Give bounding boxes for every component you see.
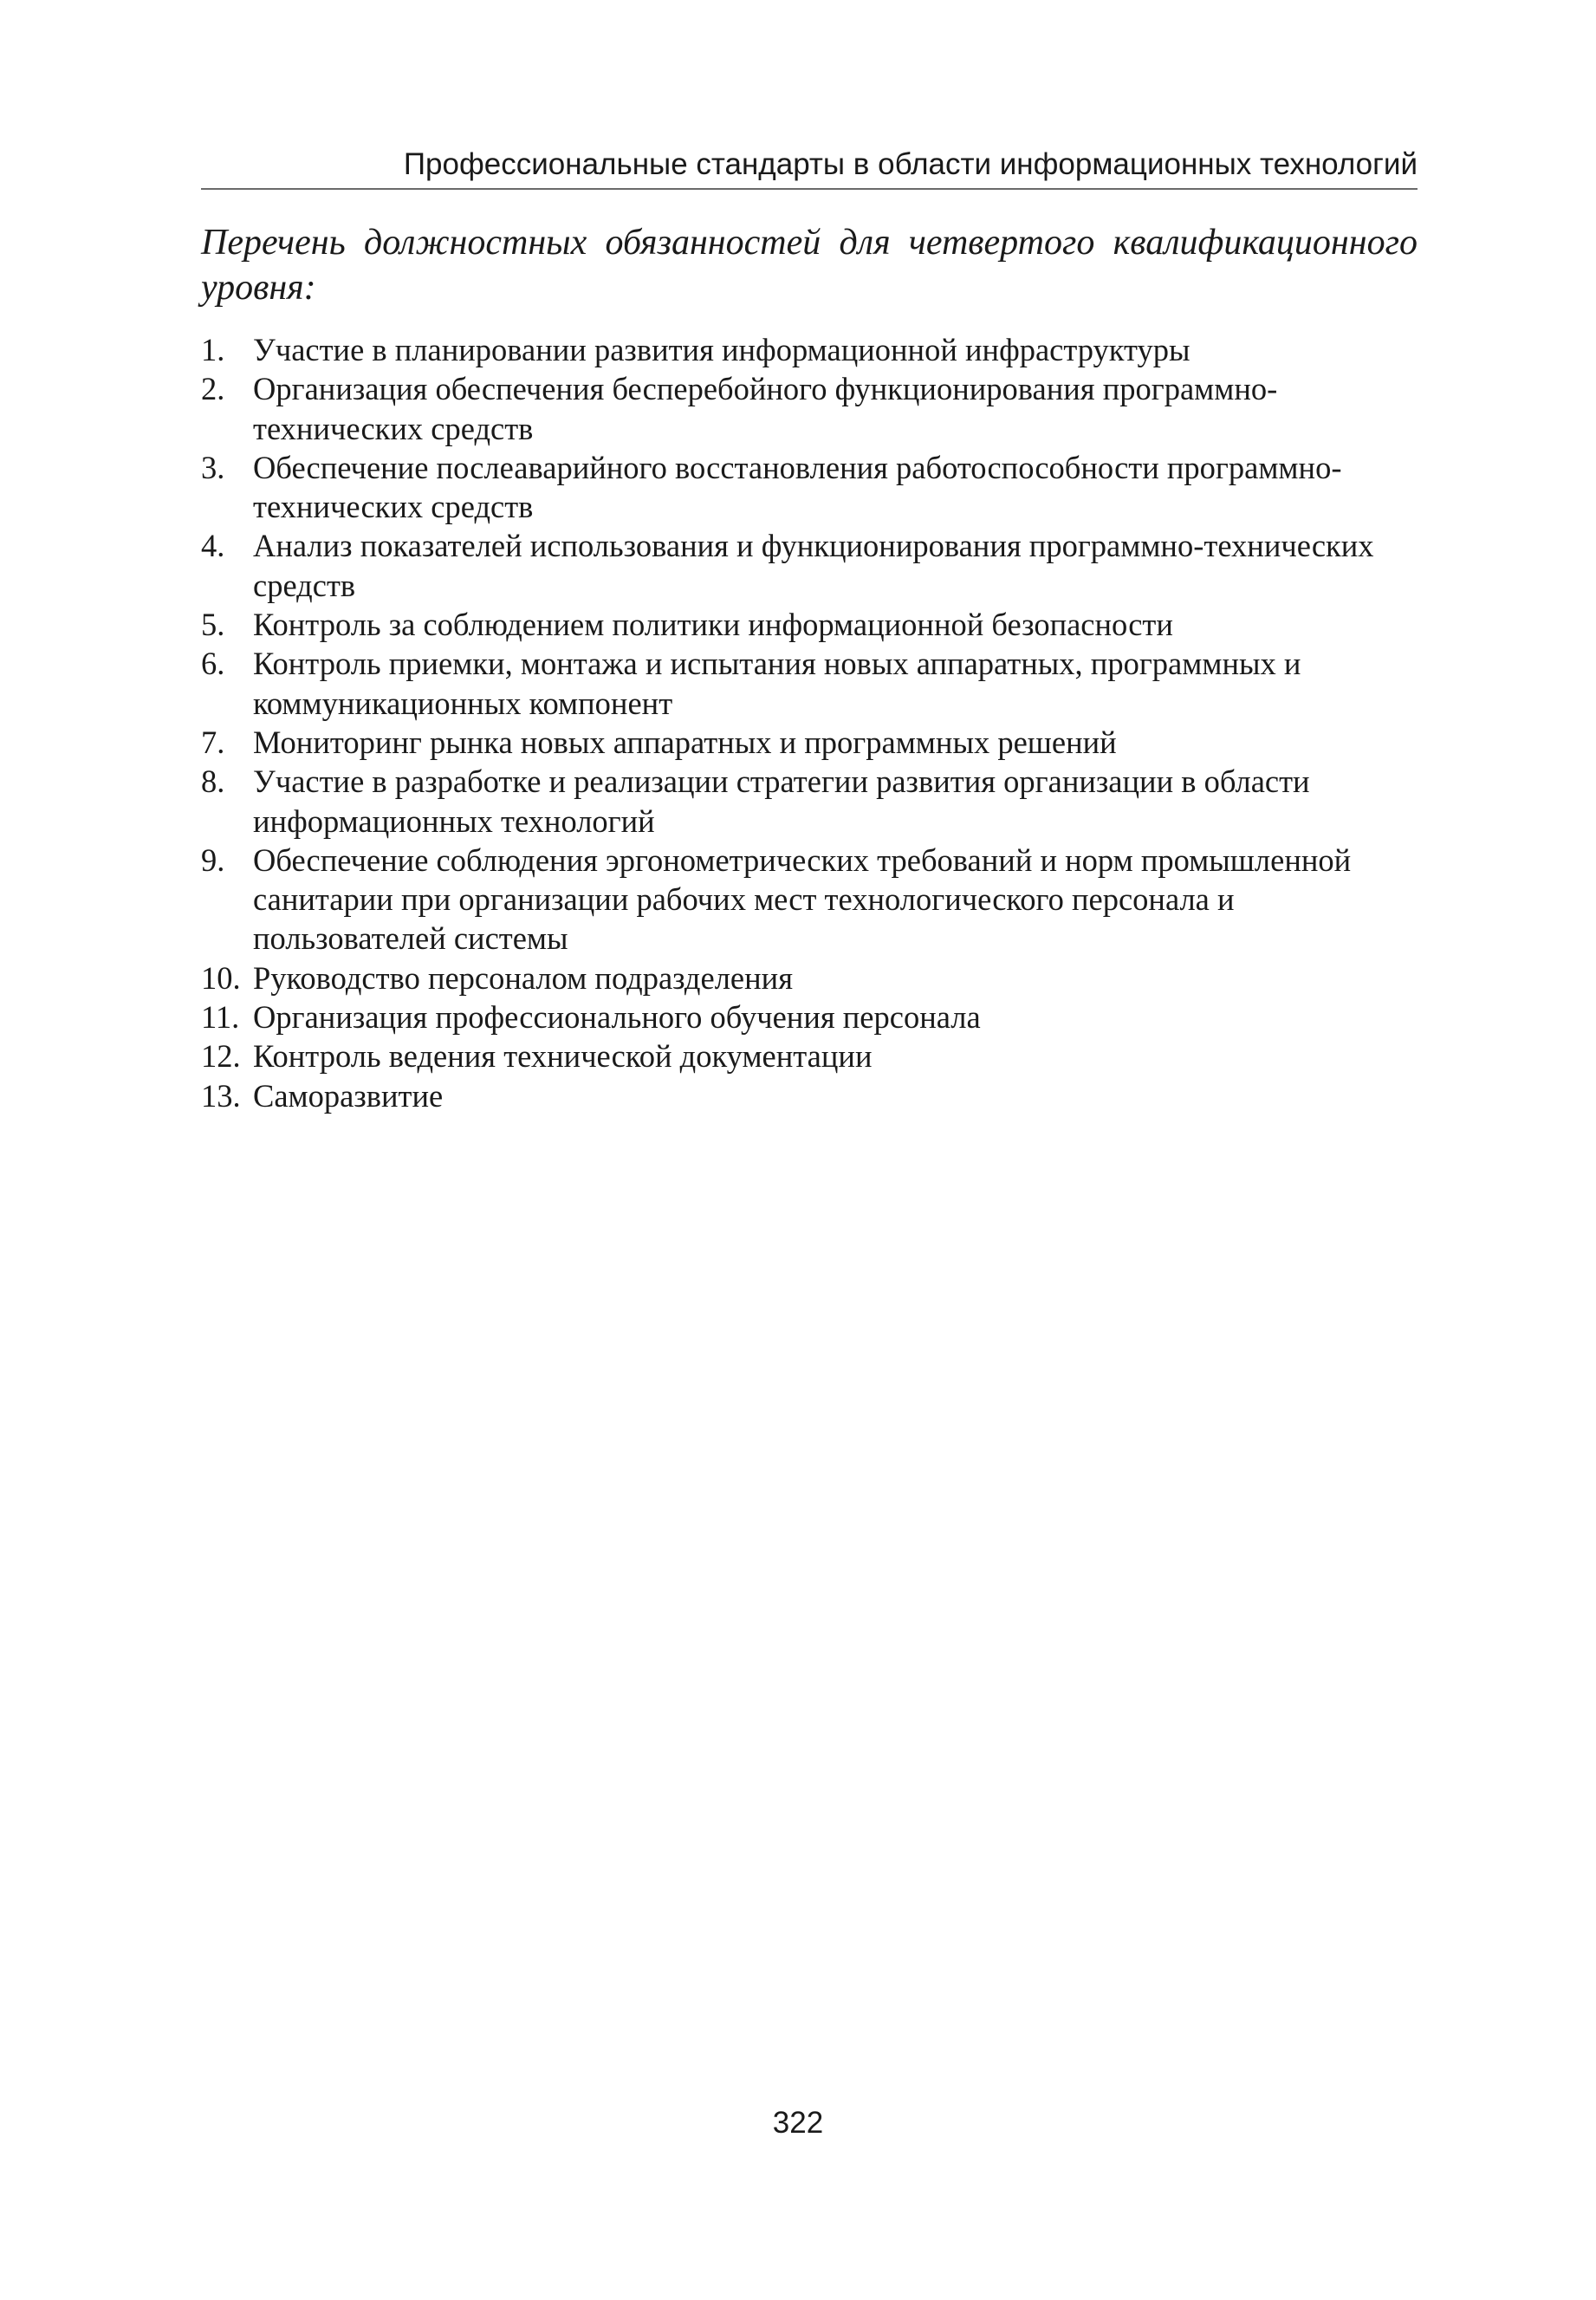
list-item [201,997,1418,1036]
list-item-number: 3. [201,449,225,485]
list-item [201,526,1418,605]
list-item [201,1076,1418,1115]
list-item-text: Мониторинг рынка новых аппаратных и программных решений [253,724,1117,760]
list-item [201,605,1418,644]
list-item-text: Контроль приемки, монтажа и испытания новых аппаратных, программных и коммуникационных компонент [253,646,1301,721]
list-item-number: 8. [201,763,225,800]
list-item-number: 12. [201,1038,241,1075]
list-item-number: 6. [201,646,225,682]
list-item-number: 4. [201,528,225,564]
page-number: 322 [772,2106,824,2140]
list-item-number: 5. [201,607,225,643]
list-item-text: Участие в разработке и реализации стратегии развития организации в области информационных технологий [253,763,1310,839]
list-item-text: Контроль за соблюдением политики информационной безопасности [253,607,1173,643]
list-item [201,762,1418,841]
list-item-text: Участие в планировании развития информационной инфраструктуры [253,332,1191,367]
list-item-number: 1. [201,332,225,367]
list-item-text: Обеспечение послеаварийного восстановления работоспособности программно-технических средств [253,449,1342,525]
list-item-text: Руководство персоналом подразделения [253,959,793,996]
list-item-number: 13. [201,1077,241,1114]
list-item-number: 11. [201,999,240,1036]
list-item [201,958,1418,997]
section-title: Перечень должностных обязанностей для четвертого квалификационного уровня: [201,223,1418,308]
list-item-number: 9. [201,841,225,878]
list-item-text: Анализ показателей использования и функционирования программно-технических средств [253,528,1374,603]
list-item-text: Обеспечение соблюдения эргонометрических требований и норм промышленной санитарии при организации рабочих мест технологического персонала и пользователей системы [253,841,1352,957]
list-item-number: 2. [201,371,225,407]
duties-list [201,330,1418,1115]
list-item-text: Саморазвитие [253,1077,444,1114]
list-item-text: Организация профессионального обучения персонала [253,999,981,1036]
list-item [201,448,1418,527]
list-item-text: Контроль ведения технической документации [253,1038,873,1075]
list-item [201,369,1418,448]
list-item [201,841,1418,958]
list-item [201,330,1418,369]
list-item [201,723,1418,762]
running-header: Профессиональные стандарты в области информационных технологий [403,147,1418,181]
list-item [201,1036,1418,1075]
header-divider [201,188,1418,190]
list-item-number: 7. [201,724,225,760]
list-item-number: 10. [201,959,241,996]
list-item-text: Организация обеспечения бесперебойного функционирования программно-технических средств [253,371,1278,446]
list-item [201,644,1418,723]
